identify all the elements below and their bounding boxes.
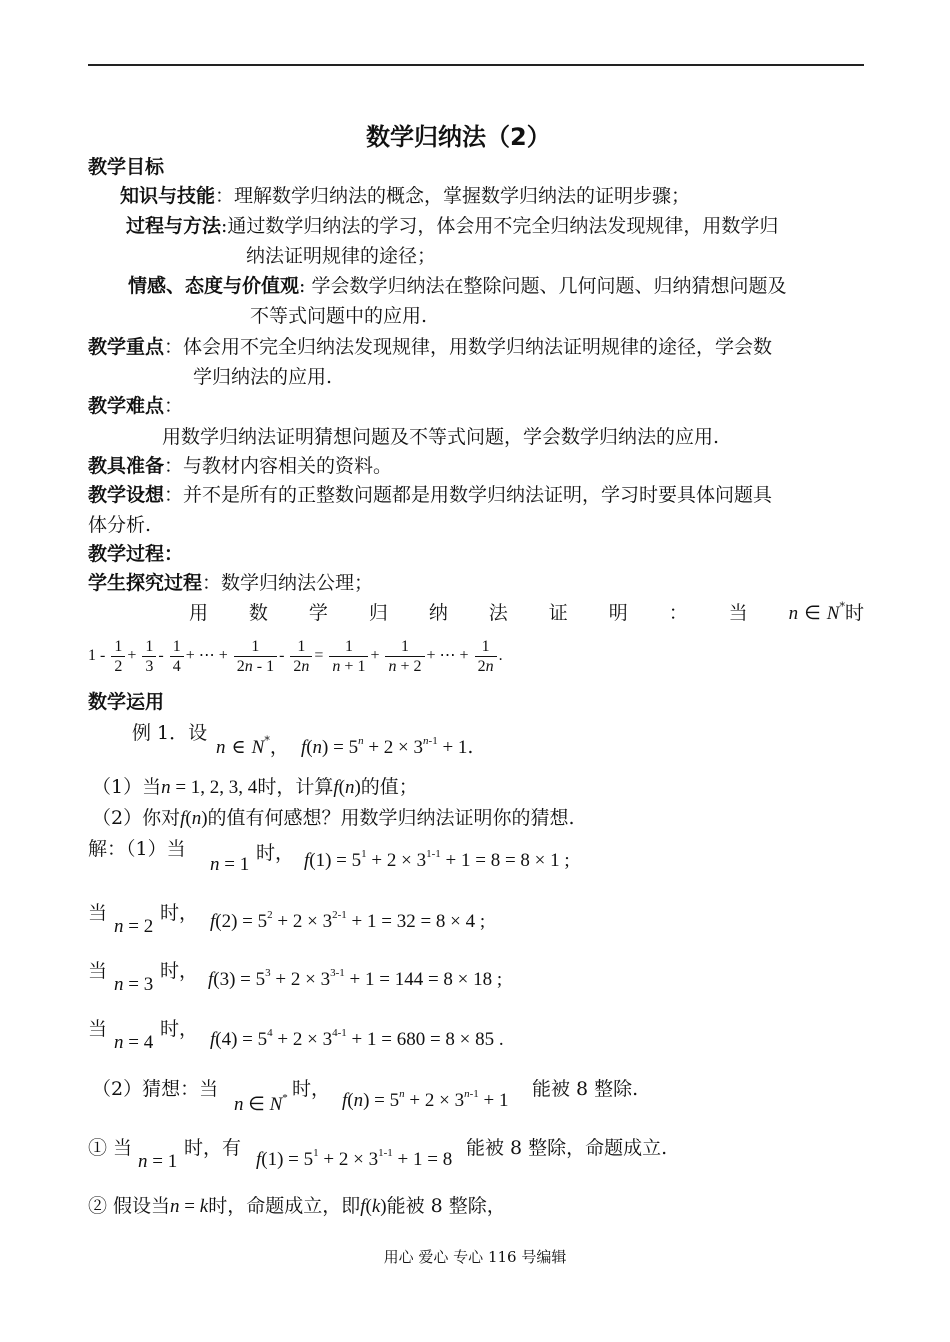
goal-process-cont: 纳法证明规律的途径； bbox=[246, 245, 437, 267]
solution-n4-dang: 当 bbox=[88, 1018, 108, 1040]
example-1-formula: n ∈ N*， $f(n) = 5^n + 2 \times 3^{n-1} + 1$. bbox=[216, 734, 474, 758]
goal-emotion bbox=[128, 273, 786, 299]
spread-char: 明 bbox=[608, 602, 628, 624]
guess-divisible: 能被 8 整除. bbox=[532, 1078, 639, 1100]
design-label: 教学设想 bbox=[88, 484, 165, 506]
n-in-nstar: n ∈ N*时 bbox=[788, 600, 864, 624]
spread-char: 归 bbox=[368, 602, 388, 624]
tools-label: 教具准备 bbox=[88, 455, 165, 477]
guess-formula: $f(n) = 5^n + 2 \times 3^{n-1} + 1$ bbox=[342, 1088, 509, 1111]
spread-char: 学 bbox=[308, 602, 328, 624]
difficulties-colon: ： bbox=[164, 395, 184, 417]
spread-char: 数 bbox=[248, 602, 268, 624]
process-text: :通过数学归纳法的学习，体会用不完全归纳法发现规律，用数学归 bbox=[221, 215, 779, 237]
step-1-shi: 时，有 bbox=[184, 1137, 242, 1159]
key-points-text: ：体会用不完全归纳法发现规律，用数学归纳法证明规律的途径，学会数 bbox=[164, 336, 773, 358]
question-1: （1）当n = 1, 2, 3, 4时，计算f(n)的值； bbox=[92, 776, 418, 798]
goal-emotion-cont: 不等式问题中的应用. bbox=[250, 305, 428, 327]
spread-char: 法 bbox=[488, 602, 508, 624]
difficulties bbox=[88, 393, 183, 419]
tools-text: ：与教材内容相关的资料。 bbox=[164, 455, 393, 477]
goals-heading: 教学目标 bbox=[88, 156, 165, 178]
design bbox=[88, 482, 772, 508]
process-label: 过程与方法 bbox=[126, 215, 222, 237]
step-1-var: n = 1 bbox=[138, 1151, 178, 1172]
design-text: ：并不是所有的正整数问题都是用数学归纳法证明，学习时要具体问题具 bbox=[164, 484, 773, 506]
key-points bbox=[88, 334, 772, 360]
guess-var: n ∈ N* bbox=[234, 1092, 288, 1115]
page-footer: 用心 爱心 专心 116 号编辑 bbox=[383, 1248, 567, 1266]
solution-n3-shi: 时， bbox=[160, 960, 199, 982]
explore-label: 学生探究过程 bbox=[88, 572, 203, 594]
step-1-formula: $f(1) = 5^1 + 2 \times 3^{1-1} + 1 = 8$ bbox=[256, 1147, 453, 1170]
solution-n2-var: n = 2 bbox=[114, 916, 154, 937]
solution-n4-formula: $f(4) = 5^4 + 2 \times 3^{4-1} + 1 = 680 = 8 \times 85$ . bbox=[210, 1027, 504, 1050]
spread-char: ： bbox=[668, 602, 688, 624]
key-points-cont: 学归纳法的应用. bbox=[193, 366, 333, 388]
solution-n1-var: n = 1 bbox=[210, 854, 250, 875]
solution-n3-formula: $f(3) = 5^3 + 2 \times 3^{3-1} + 1 = 144 = 8 \times 18$ ; bbox=[208, 967, 503, 990]
solution-n1-shi: 时， bbox=[256, 842, 295, 864]
key-points-label: 教学重点 bbox=[88, 336, 165, 358]
tools bbox=[88, 453, 392, 479]
page-title: 数学归纳法（2） bbox=[366, 123, 551, 151]
difficulties-label: 教学难点 bbox=[88, 395, 165, 417]
solution-n1: 解：（1）当 bbox=[88, 838, 186, 860]
knowledge-text: ：理解数学归纳法的概念，掌握数学归纳法的证明步骤； bbox=[215, 185, 691, 207]
step-2: ② 假设当n = k时，命题成立，即f(k)能被 8 整除， bbox=[88, 1195, 506, 1217]
explore bbox=[88, 570, 373, 596]
spread-line bbox=[88, 598, 864, 625]
explore-text: ：数学归纳法公理； bbox=[202, 572, 374, 594]
solution-n2-formula: $f(2) = 5^2 + 2 \times 3^{2-1} + 1 = 32 = 8 \times 4$ ; bbox=[210, 909, 486, 932]
guess: （2）猜想：当 bbox=[92, 1078, 219, 1100]
solution-n4-var: n = 4 bbox=[114, 1032, 154, 1053]
step-1-text: 能被 8 整除，命题成立. bbox=[466, 1137, 668, 1159]
solution-n4-shi: 时， bbox=[160, 1018, 199, 1040]
knowledge-label: 知识与技能 bbox=[120, 185, 216, 207]
design-cont: 体分析. bbox=[88, 514, 152, 536]
spread-char: 当 bbox=[728, 602, 748, 624]
example-1: 例 1．设 bbox=[132, 722, 208, 744]
process-colon: ： bbox=[164, 543, 184, 565]
application-heading: 数学运用 bbox=[88, 691, 165, 713]
step-1: ① 当 bbox=[88, 1137, 133, 1159]
header-rule bbox=[88, 64, 864, 66]
difficulties-text: 用数学归纳法证明猜想问题及不等式问题，学会数学归纳法的应用. bbox=[162, 426, 720, 448]
spread-char: 证 bbox=[548, 602, 568, 624]
question-2: （2）你对f(n)的值有何感想？用数学归纳法证明你的猜想. bbox=[92, 807, 575, 829]
spread-char: 用 bbox=[188, 602, 208, 624]
process-heading: 教学过程 bbox=[88, 543, 165, 565]
process bbox=[88, 541, 183, 567]
goal-process bbox=[126, 213, 778, 239]
solution-n2-dang: 当 bbox=[88, 902, 108, 924]
solution-n3-var: n = 3 bbox=[114, 974, 154, 995]
guess-shi: 时， bbox=[292, 1078, 331, 1100]
emotion-label: 情感、态度与价值观 bbox=[128, 275, 300, 297]
spread-char: 纳 bbox=[428, 602, 448, 624]
solution-n1-formula: $f(1) = 5^1 + 2 \times 3^{1-1} + 1 = 8 = 8 \times 1$ ; bbox=[304, 848, 570, 871]
solution-n3-dang: 当 bbox=[88, 960, 108, 982]
emotion-text: : 学会数学归纳法在整除问题、几何问题、归纳猜想问题及 bbox=[299, 275, 787, 297]
identity-formula: 1 - $\frac{1}{2}$ + $\frac{1}{3}$ - $\frac{1}{4}$ + ⋯ + $\frac{1}{2n - 1}$ - $\frac{1}{2n}$ = $\frac{1}{n + 1}$ + $\frac{1}{n + 2}$ + ⋯ + $\frac{1}{2n}$ . bbox=[88, 637, 503, 675]
goal-knowledge bbox=[120, 183, 690, 209]
solution-n2-shi: 时， bbox=[160, 902, 199, 924]
